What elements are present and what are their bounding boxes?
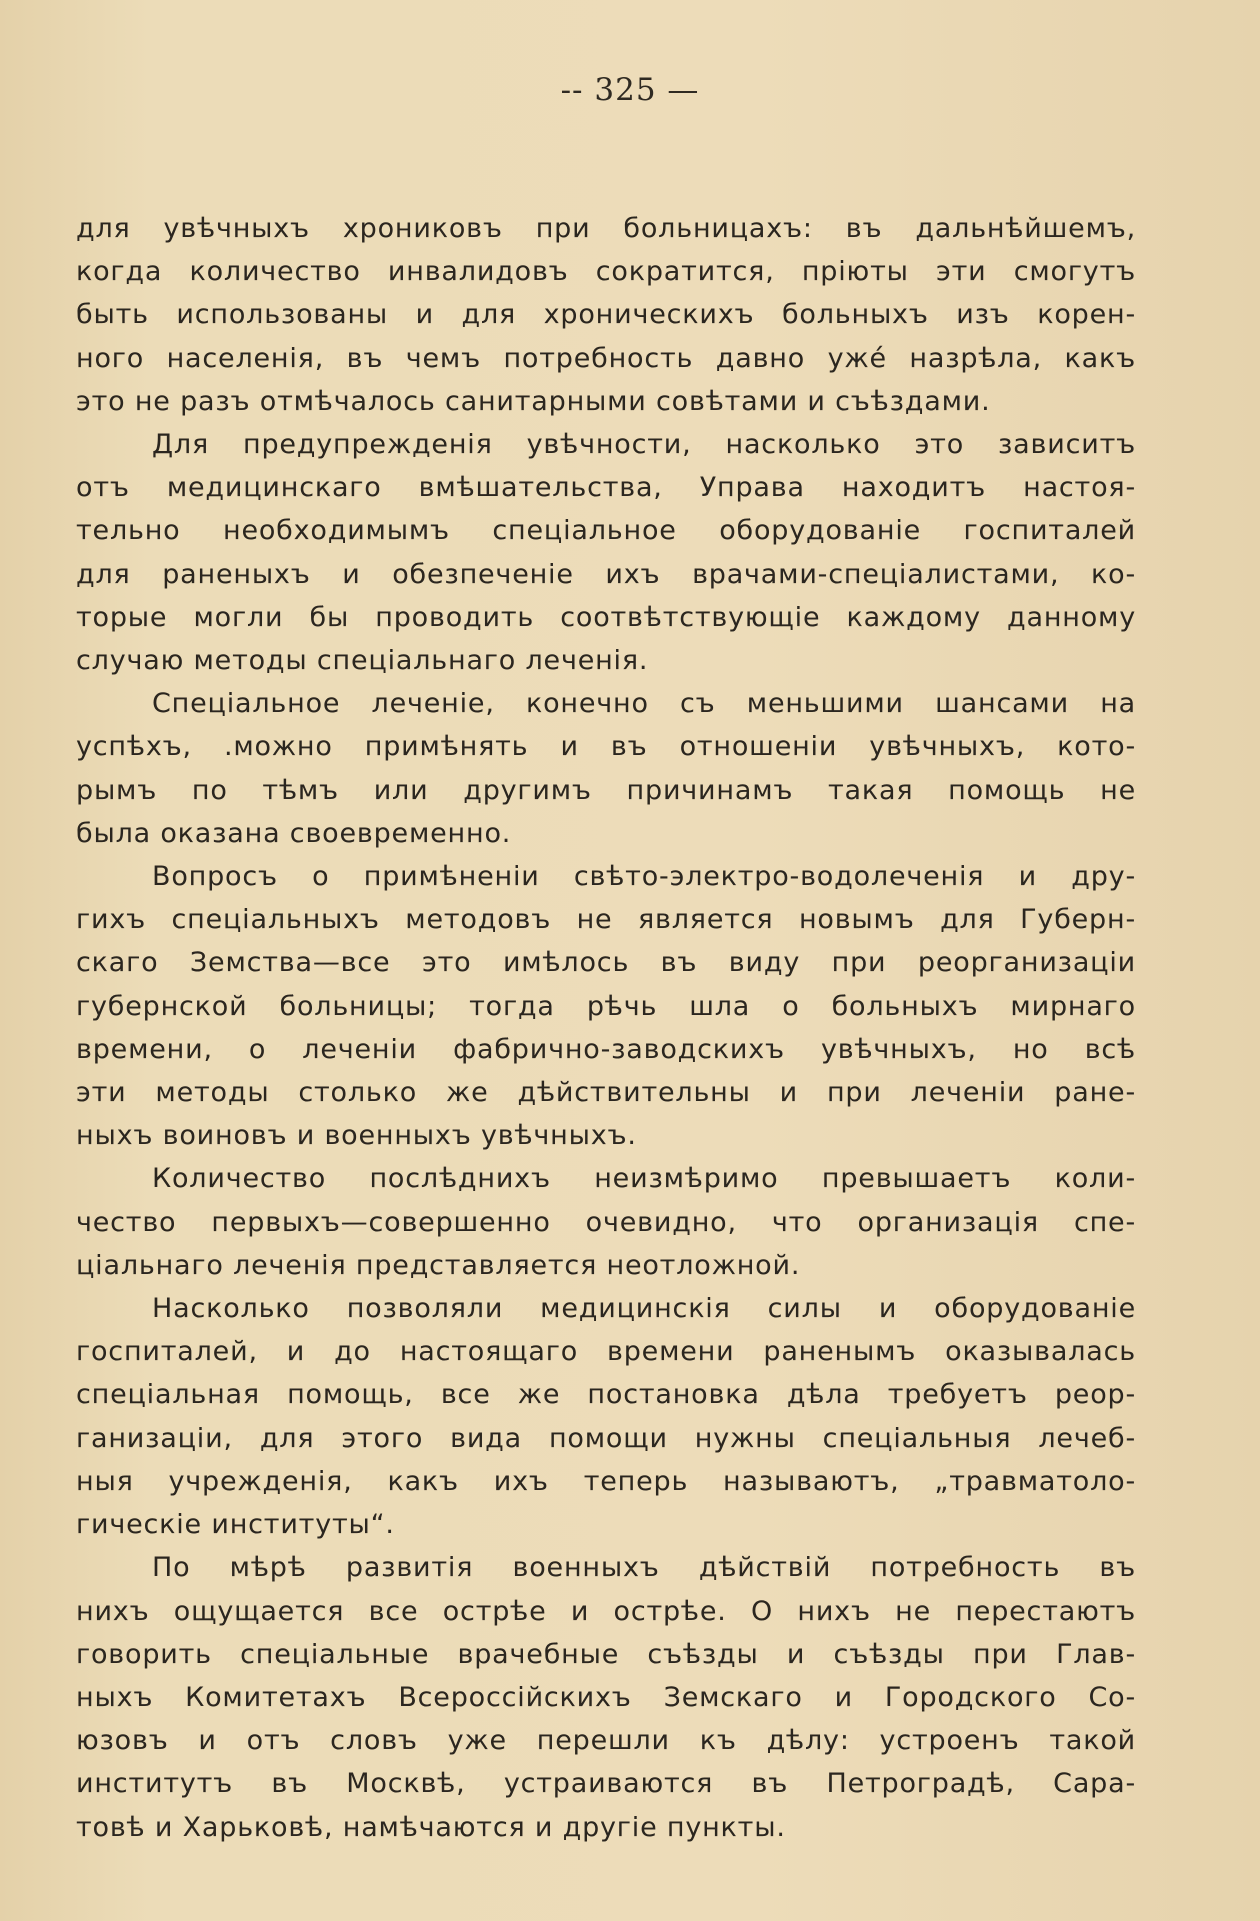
paragraph-2: [76, 423, 1136, 682]
text-line: чество первыхъ—совершенно очевидно, что организація спе-: [76, 1206, 1136, 1238]
text-line: Количество послѣднихъ неизмѣримо превышаетъ коли-: [152, 1163, 1136, 1195]
text-line: была оказана своевременно.: [76, 817, 512, 849]
text-line: ныхъ Комитетахъ Всероссійскихъ Земскаго и Городского Со-: [76, 1681, 1136, 1713]
text-line: скаго Земства—все это имѣлось въ виду при реорганизаціи: [76, 947, 1136, 979]
text-line: ціальнаго леченія представляется неотложной.: [76, 1249, 801, 1281]
text-line: времени, о леченіи фабрично-заводскихъ увѣчныхъ, но всѣ: [76, 1033, 1136, 1065]
text-line: рымъ по тѣмъ или другимъ причинамъ такая помощь не: [76, 774, 1136, 806]
text-line: ного населенія, въ чемъ потребность давно ужé назрѣла, какъ: [76, 342, 1136, 374]
text-line: Вопросъ о примѣненіи свѣто-электро-водолеченія и дру-: [152, 861, 1136, 893]
text-line: отъ медицинскаго вмѣшательства, Управа находитъ настоя-: [76, 472, 1136, 504]
paragraph-1: [76, 207, 1136, 423]
paragraph-4: [76, 855, 1136, 1157]
text-line: Спеціальное леченіе, конечно съ меньшими шансами на: [152, 688, 1136, 720]
text-line: товѣ и Харьковѣ, намѣчаются и другіе пункты.: [76, 1811, 786, 1843]
text-line: По мѣрѣ развитія военныхъ дѣйствій потребность въ: [152, 1552, 1136, 1584]
text-line: говорить спеціальные врачебные съѣзды и съѣзды при Глав-: [76, 1638, 1136, 1670]
text-line: успѣхъ, .можно примѣнять и въ отношеніи увѣчныхъ, кото-: [76, 731, 1136, 763]
text-line: гическіе институты“.: [76, 1509, 395, 1541]
page-number: -- 325 —: [560, 72, 700, 108]
text-line: Насколько позволяли медицинскія силы и оборудованіе: [152, 1293, 1136, 1325]
text-line: губернской больницы; тогда рѣчь шла о больныхъ мирнаго: [76, 990, 1136, 1022]
text-line: для увѣчныхъ хрониковъ при больницахъ: въ дальнѣйшемъ,: [76, 213, 1136, 244]
text-line: ныя учрежденія, какъ ихъ теперь называютъ, „травматоло-: [76, 1465, 1136, 1497]
text-line: ныхъ воиновъ и военныхъ увѣчныхъ.: [76, 1120, 637, 1152]
text-line: эти методы столько же дѣйствительны и при леченіи ране-: [76, 1077, 1136, 1109]
paragraph-3: [76, 682, 1136, 855]
text-line: это не разъ отмѣчалось санитарными совѣтами и съѣздами.: [76, 385, 991, 417]
body-text: [76, 207, 1136, 1849]
paragraph-6: [76, 1287, 1136, 1546]
text-line: быть использованы и для хроническихъ больныхъ изъ корен-: [76, 299, 1136, 331]
text-line: гихъ спеціальныхъ методовъ не является новымъ для Губерн-: [76, 904, 1136, 936]
text-line: тельно необходимымъ спеціальное оборудованіе госпиталей: [76, 515, 1136, 547]
text-line: нихъ ощущается все острѣе и острѣе. О нихъ не перестаютъ: [76, 1595, 1136, 1627]
paragraph-7: [76, 1546, 1136, 1848]
text-line: случаю методы спеціальнаго леченія.: [76, 645, 649, 677]
text-line: спеціальная помощь, все же постановка дѣла требуетъ реор-: [76, 1379, 1136, 1411]
text-line: когда количество инвалидовъ сократится, пріюты эти смогутъ: [76, 256, 1136, 288]
paragraph-5: [76, 1157, 1136, 1287]
text-line: ганизаціи, для этого вида помощи нужны спеціальныя лечеб-: [76, 1422, 1136, 1454]
text-line: Для предупрежденія увѣчности, насколько это зависитъ: [152, 429, 1136, 461]
text-line: юзовъ и отъ словъ уже перешли къ дѣлу: устроенъ такой: [76, 1725, 1136, 1757]
text-line: торые могли бы проводить соотвѣтствующіе каждому данному: [76, 601, 1136, 633]
text-line: институтъ въ Москвѣ, устраиваются въ Петроградѣ, Сара-: [76, 1768, 1136, 1800]
text-line: госпиталей, и до настоящаго времени раненымъ оказывалась: [76, 1336, 1136, 1368]
text-line: для раненыхъ и обезпеченіе ихъ врачами-спеціалистами, ко-: [76, 558, 1136, 590]
